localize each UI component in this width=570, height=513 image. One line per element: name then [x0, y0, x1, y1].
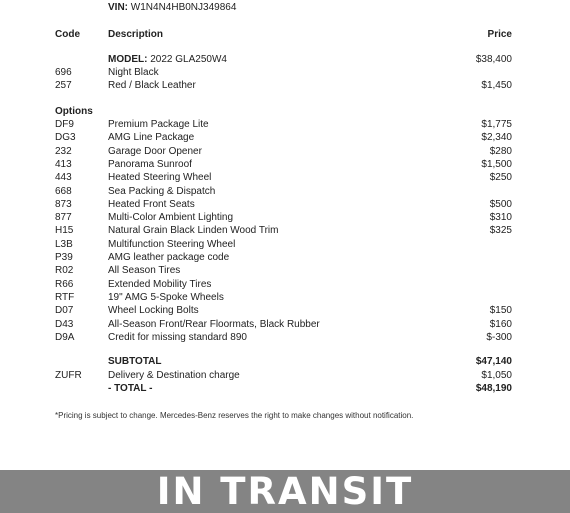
option-row [0, 331, 570, 344]
option-code: RTF [55, 291, 75, 303]
option-code: R02 [55, 265, 74, 277]
option-price: $2,340 [481, 132, 512, 144]
delivery-description: Delivery & Destination charge [108, 370, 240, 381]
model-price: $38,400 [475, 54, 512, 65]
option-price: $500 [489, 198, 512, 210]
option-row [0, 304, 570, 317]
option-row [0, 118, 570, 131]
option-description: AMG leather package code [108, 252, 230, 263]
option-code: P39 [55, 252, 73, 263]
total-price: $48,190 [475, 383, 512, 394]
option-code: 873 [55, 198, 72, 210]
option-price: $310 [489, 212, 512, 224]
option-description: All-Season Front/Rear Floormats, Black Rubber [108, 318, 320, 330]
option-row [0, 171, 570, 184]
option-price: $280 [489, 145, 512, 157]
base-item-description: Night Black [108, 67, 159, 78]
model-label: MODEL: [108, 54, 148, 65]
option-description: Multifunction Steering Wheel [108, 238, 236, 250]
option-row [0, 318, 570, 331]
base-item-row [0, 66, 570, 79]
option-price: $-300 [486, 331, 512, 343]
option-row [0, 185, 570, 198]
option-price: $325 [489, 225, 512, 237]
option-row [0, 131, 570, 144]
vin-label: VIN: [108, 2, 128, 13]
option-description: Wheel Locking Bolts [108, 305, 199, 317]
base-item-code: 696 [55, 67, 72, 78]
option-price: $150 [489, 305, 512, 317]
subtotal-label: SUBTOTAL [108, 356, 162, 367]
option-description: All Season Tires [108, 265, 181, 277]
option-description: Sea Packing & Dispatch [108, 185, 216, 197]
total-row [0, 382, 570, 395]
option-description: Credit for missing standard 890 [108, 331, 247, 343]
options-title [0, 105, 570, 118]
total-label: - TOTAL - [108, 383, 153, 394]
option-price: $1,500 [481, 158, 512, 170]
option-description: Premium Package Lite [108, 119, 209, 130]
option-code: R66 [55, 278, 74, 290]
option-row [0, 198, 570, 211]
column-headers [0, 28, 570, 41]
model-row [0, 53, 570, 66]
delivery-code: ZUFR [55, 370, 82, 381]
option-description: Heated Front Seats [108, 198, 195, 210]
base-item-row [0, 79, 570, 92]
option-code: H15 [55, 225, 74, 237]
description-header: Description [108, 29, 164, 40]
option-code: 232 [55, 145, 72, 157]
option-row [0, 264, 570, 277]
option-description: AMG Line Package [108, 132, 195, 144]
pricing-footnote: *Pricing is subject to change. Mercedes-Benz reserves the right to make changes without notification. [55, 411, 414, 420]
vin-value: W1N4N4HB0NJ349864 [130, 2, 237, 13]
option-code: D43 [55, 318, 74, 330]
subtotal-price: $47,140 [475, 356, 512, 367]
option-row [0, 238, 570, 251]
option-code: D9A [55, 331, 75, 343]
option-description: Natural Grain Black Linden Wood Trim [108, 225, 279, 237]
option-row [0, 291, 570, 304]
option-price: $1,775 [481, 119, 512, 130]
code-header: Code [55, 29, 80, 40]
subtotal-row [0, 355, 570, 368]
option-code: D07 [55, 305, 74, 317]
delivery-price: $1,050 [481, 370, 512, 381]
option-row [0, 211, 570, 224]
model-value: 2022 GLA250W4 [150, 54, 227, 65]
status-banner-text: IN TRANSIT [156, 470, 414, 513]
option-code: 443 [55, 172, 72, 184]
option-description: Heated Steering Wheel [108, 172, 212, 184]
option-row [0, 251, 570, 264]
option-description: Garage Door Opener [108, 145, 202, 157]
vin-line [108, 2, 236, 13]
delivery-row [0, 369, 570, 382]
option-row [0, 278, 570, 291]
base-item-price: $1,450 [481, 80, 512, 92]
option-code: 877 [55, 212, 72, 224]
base-item-description: Red / Black Leather [108, 80, 196, 92]
option-code: 413 [55, 158, 72, 170]
option-code: L3B [55, 238, 73, 250]
option-code: DG3 [55, 132, 76, 144]
base-item-code: 257 [55, 80, 72, 92]
option-row [0, 224, 570, 237]
option-description: Extended Mobility Tires [108, 278, 212, 290]
option-price: $250 [489, 172, 512, 184]
option-description: 19" AMG 5-Spoke Wheels [108, 291, 224, 303]
option-code: DF9 [55, 119, 74, 130]
options-title-text: Options [55, 106, 93, 117]
status-banner [0, 470, 570, 513]
option-code: 668 [55, 185, 72, 197]
option-row [0, 145, 570, 158]
price-header: Price [487, 29, 512, 40]
option-description: Panorama Sunroof [108, 158, 192, 170]
option-price: $160 [489, 318, 512, 330]
option-description: Multi-Color Ambient Lighting [108, 212, 234, 224]
option-row [0, 158, 570, 171]
